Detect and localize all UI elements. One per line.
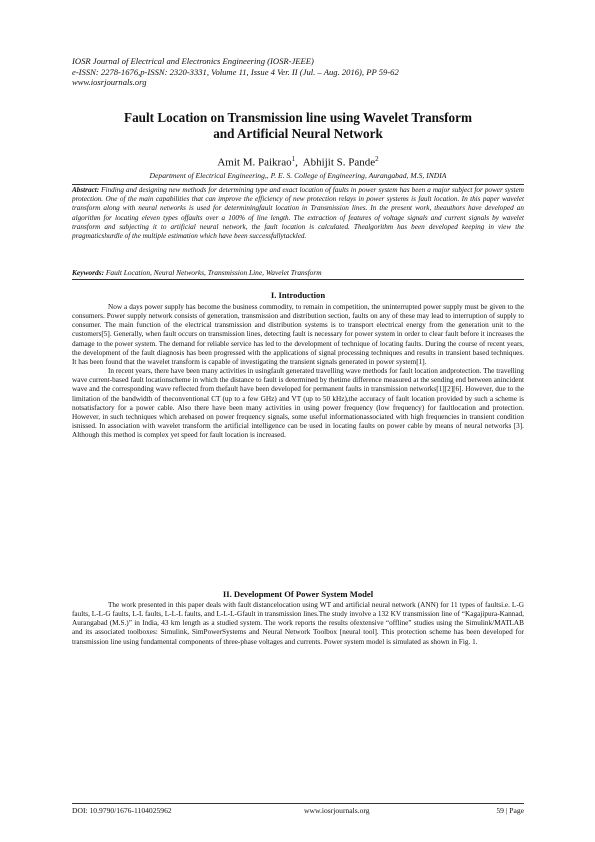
author-affiliation-mark: 1 xyxy=(291,155,296,163)
abstract-text: Finding and designing new methods for determining type and exact location of faults in power system has been a major subject for power system protection. One of the main capabilities that can improve the efficiency of new protection relays in power systems is fault location. In this paper wavelet transform along with neural networks is used for determiningfault location in Transmission lines. In the present work, theauthors have developed an algorithm for locating eleven types offaults over a 100% of line length. The extraction of features of voltage signals and current signals by wavelet transform and subjecting it to artificial neural network, the fault location is calculated. Thealgorithm has been developed keeping in view the pragmaticshurdle of the multiple estimation which have been successfullytackled. xyxy=(72,186,524,241)
journal-issn: e-ISSN: 2278-1676,p-ISSN: 2320-3331, Volume 11, Issue 4 Ver. II (Jul. – Aug. 2016), PP 59-62 xyxy=(72,66,399,77)
section-body xyxy=(72,303,524,440)
paragraph: In recent years, there have been many activities in usingfault generated travelling wave methods for fault location andprotection. The travelling wave current-based fault locationscheme in which the distance to fault is determined by thetime difference measured at the sending end between anincident wave and the corresponding wave reflected from thefault have been developed for permanent faults in transmission networks[1][2][6]. However, due to the limitation of the bandwidth of theconventional CT (up to a few GHz) and VT (up to 50 kHz),the accuracy of fault location provided by such a scheme is notsatisfactory for a power cable. Also there have been many activities in using power frequency (low frequency) for faultlocation and protection. However, in such techniques which arebased on power frequency signals, some useful informationassociated with high frequencies in transient condition isnissed. In association with wavelet transform the artificial intelligence can be used in locating faults on power cable by means of neural networks [3]. Although this method is complex yet speed for fault location is increased. xyxy=(72,367,524,440)
keywords-label: Keywords: xyxy=(72,268,105,277)
paragraph: The work presented in this paper deals with fault distancelocation using WT and artificial neural network (ANN) for 11 types of faultsi.e. L-G faults, L-L-G faults, L-L faults, L-L-L faults, and L-L-L-Gfault in transmission lines.The study involve a 132 KV transmission line of “Kagajipura-Kannad, Aurangabad (M.S.)” in India, 43 km length as a studied system. The work reports the results ofextensive “offline” studies using the Simulink/MATLAB and its associated toolboxes: Simulink, SimPowerSystems and Neural Network Toolbox [neural tool]. This protection scheme has been developed for transmission line using fundamental components of three-phase voltages and currents. Power system model is simulated as shown in Fig. 1. xyxy=(72,601,524,646)
journal-name: IOSR Journal of Electrical and Electronics Engineering (IOSR-JEEE) xyxy=(72,56,314,66)
section-heading: II. Development Of Power System Model xyxy=(222,589,374,599)
paper-title-line2: and Artificial Neural Network xyxy=(213,126,383,141)
author-list xyxy=(72,153,524,170)
keywords xyxy=(72,268,524,277)
author-affiliation-mark: 2 xyxy=(375,155,379,163)
footer-doi: DOI: 10.9790/1676-1104025962 xyxy=(72,806,172,815)
author-separator: , xyxy=(295,156,303,169)
journal-website: www.iosrjournals.org xyxy=(72,77,147,88)
abstract-label: Abstract: xyxy=(72,186,100,194)
paragraph: Now a days power supply has become the business commodity, to remain in competition, the uninterrupted power supply must be given to the consumers. Power supply network consists of generation, transmission and distribution section, faults on any of these may lead to interruption of supply to consumer. The main function of the electrical transmission and distribution systems is to transport electrical energy from the generation unit to the customers[5]. Generally, when fault occurs on transmission lines, detecting fault is necessary for power system in order to clear fault before it increases the damage to the power system. The demand for reliable service has led to the development of technique of locating faults. During the course of recent years, the development of the fault diagnosis has been progressed with the applications of signal processing techniques and results in transient based techniques. It has been found that the wavelet transform is capable of investigating the transient signals generated in power system[1]. xyxy=(72,303,524,366)
paper-title-line1: Fault Location on Transmission line using Wavelet Transform xyxy=(124,110,472,125)
journal-header xyxy=(72,56,524,88)
section-heading: I. Introduction xyxy=(270,290,326,300)
footer-page-number: 59 | Page xyxy=(496,806,524,815)
abstract xyxy=(72,186,524,241)
paper-title xyxy=(72,110,524,142)
author-name: Abhijit S. Pande xyxy=(302,156,376,169)
abstract-bottom-divider xyxy=(72,279,524,280)
abstract-top-divider xyxy=(72,184,524,185)
footer-divider xyxy=(72,803,524,804)
author-affiliation: Department of Electrical Engineering,, P. E. S. College of Engineering, Aurangabad, M.S, INDIA xyxy=(149,171,447,180)
keywords-text: Fault Location, Neural Networks, Transmission Line, Wavelet Transform xyxy=(104,268,322,277)
footer-website: www.iosrjournals.org xyxy=(304,806,370,815)
author-name: Amit M. Paikrao xyxy=(217,156,292,169)
section-body xyxy=(72,601,524,647)
